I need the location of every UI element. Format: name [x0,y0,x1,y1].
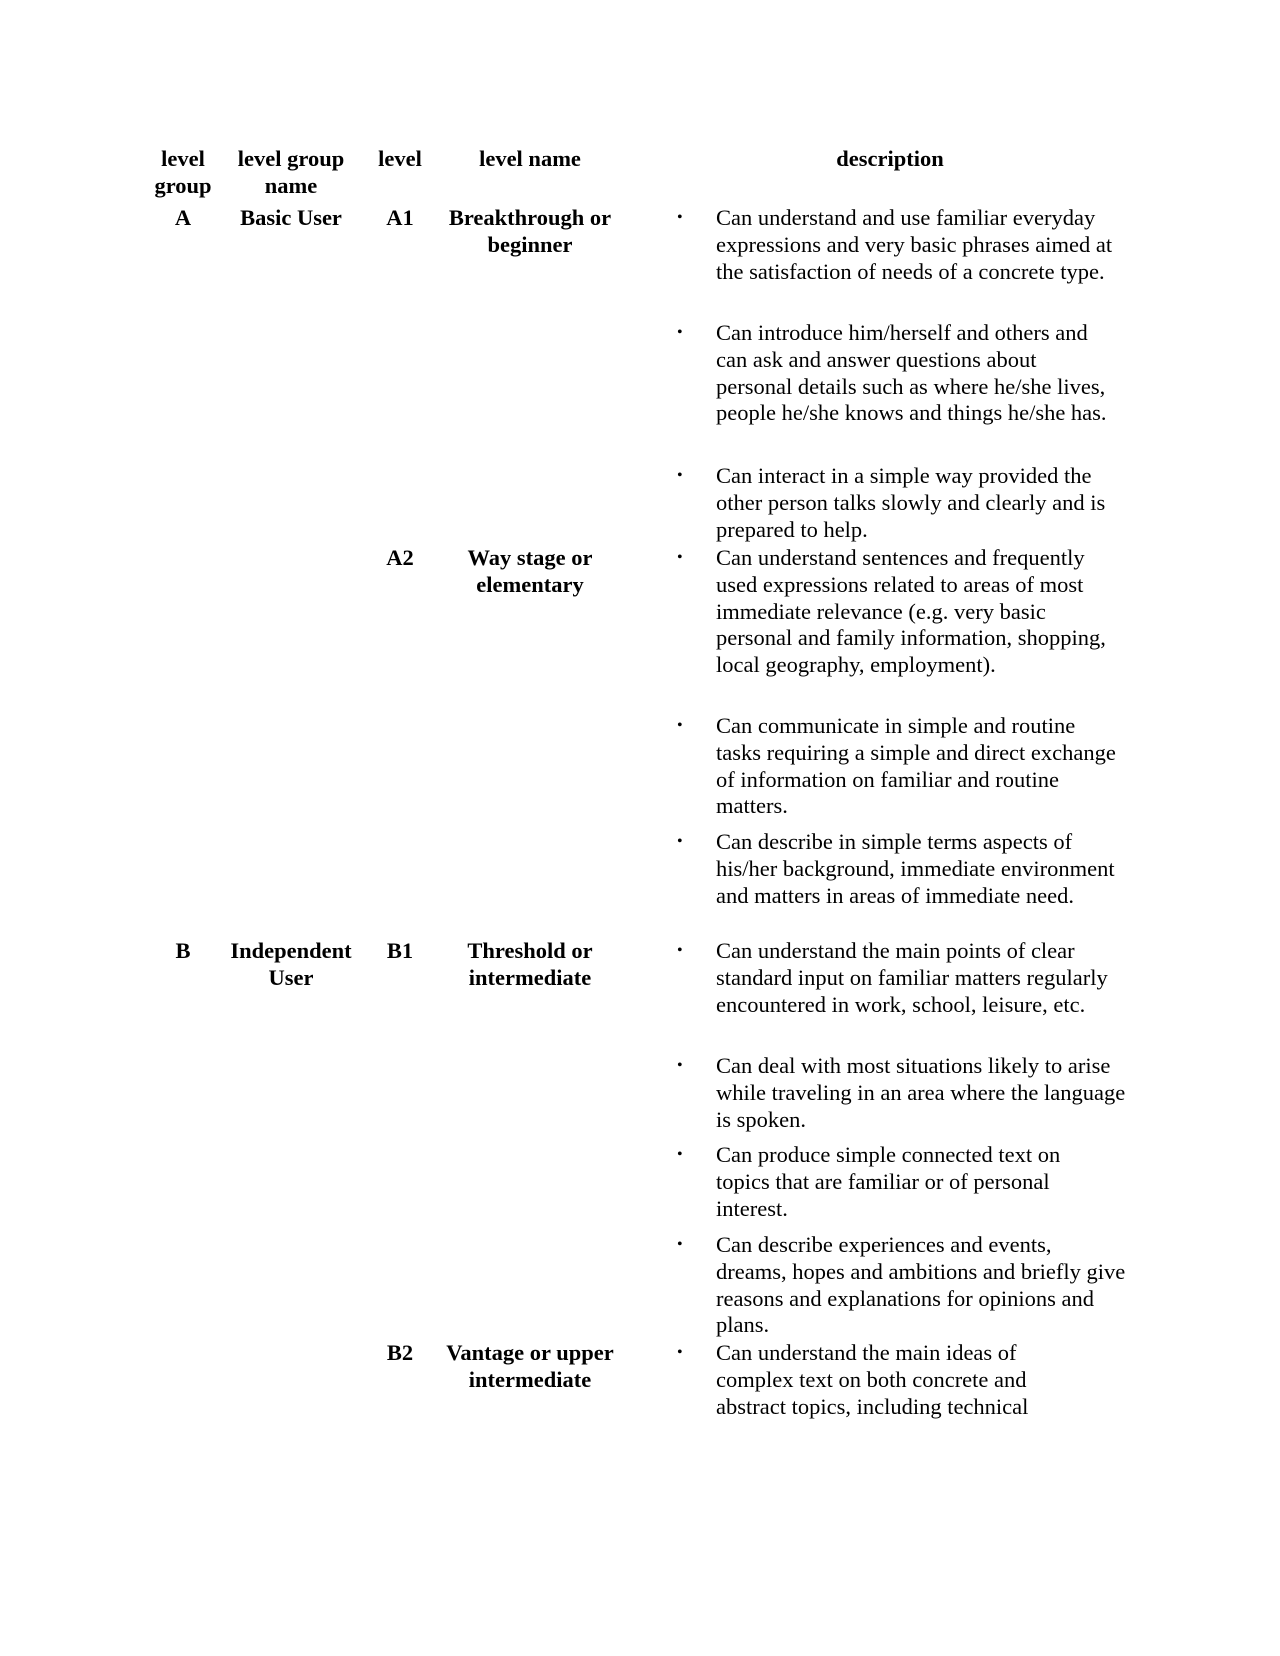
header-level-group-name: level group name [237,146,345,198]
level-a2: A2 [386,545,414,570]
description-item: Can communicate in simple and routine tasks requiring a simple and direct exchange of information on familiar and routine matters. [716,713,1116,819]
header-description: description [836,146,944,171]
level-a1: A1 [386,205,414,230]
bullet-icon: • [677,1057,683,1074]
level-name-a1: Breakthrough or beginner [448,205,612,257]
description-item: Can describe experiences and events, dreams, hopes and ambitions and briefly give reasons and explanations for opinions and plans. [716,1232,1126,1338]
bullet-icon: • [677,1146,683,1163]
description-item: Can interact in a simple way provided the other person talks slowly and clearly and is prepared to help. [716,463,1106,542]
header-level-group: level group [154,146,212,198]
bullet-icon: • [677,467,683,484]
level-group-name-independent-user: Independent User [230,938,352,990]
bullet-icon: • [677,1344,683,1361]
level-b1: B1 [386,938,414,963]
level-group-name-basic-user: Basic User [240,205,342,230]
bullet-icon: • [677,717,683,734]
description-item: Can understand sentences and frequently used expressions related to areas of most immediate relevance (e.g. very basic personal and family information, shopping, local geography, employment). [716,545,1106,678]
header-level-name: level name [479,146,581,171]
description-item: Can deal with most situations likely to arise while traveling in an area where the language is spoken. [716,1053,1126,1132]
description-item: Can produce simple connected text on topics that are familiar or of personal interest. [716,1142,1061,1221]
header-level: level [378,146,422,171]
level-name-b1: Threshold or intermediate [467,938,593,990]
bullet-icon: • [677,833,683,850]
bullet-icon: • [677,324,683,341]
level-group-a: A [174,205,192,230]
level-b2: B2 [386,1340,414,1365]
description-item: Can describe in simple terms aspects of his/her background, immediate environment and matters in areas of immediate need. [716,829,1115,908]
description-item: Can understand the main ideas of complex text on both concrete and abstract topics, including technical [716,1340,1029,1419]
bullet-icon: • [677,942,683,959]
bullet-icon: • [677,1236,683,1253]
bullet-icon: • [677,209,683,226]
level-name-a2: Way stage or elementary [467,545,593,597]
description-item: Can understand and use familiar everyday expressions and very basic phrases aimed at the satisfaction of needs of a concrete type. [716,205,1113,284]
level-name-b2: Vantage or upper intermediate [446,1340,614,1392]
level-group-b: B [175,938,191,963]
description-item: Can understand the main points of clear standard input on familiar matters regularly encountered in work, school, leisure, etc. [716,938,1108,1017]
bullet-icon: • [677,549,683,566]
description-item: Can introduce him/herself and others and can ask and answer questions about personal details such as where he/she lives, people he/she knows and things he/she has. [716,320,1107,426]
